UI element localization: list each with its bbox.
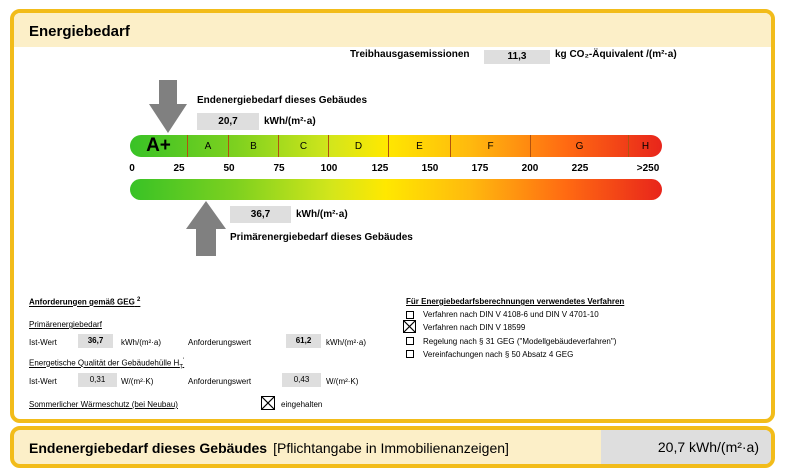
class-a-plus: A+ — [146, 135, 171, 156]
primary-requirements-title: Primärenergiebedarf — [29, 320, 102, 329]
envelope-ist-unit: W/(m²·K) — [121, 377, 154, 386]
method-label: Verfahren nach DIN V 18599 — [423, 323, 526, 332]
ghg-value: 11,3 — [484, 50, 550, 64]
end-energy-value: 20,7 — [197, 113, 259, 130]
energy-gradient-bar — [130, 179, 662, 200]
card-header — [14, 13, 771, 47]
end-energy-footer — [10, 426, 775, 468]
summer-checkbox-checked-icon[interactable] — [261, 396, 275, 410]
primary-energy-value: 36,7 — [230, 206, 291, 223]
primary-energy-unit: kWh/(m²·a) — [296, 209, 348, 220]
primary-energy-arrow-icon — [185, 201, 227, 257]
method-label: Verfahren nach DIN V 4108-6 und DIN V 4701-10 — [423, 310, 599, 319]
footer-value: 20,7 kWh/(m²·a) — [601, 430, 771, 464]
method-checkbox[interactable] — [406, 337, 414, 345]
envelope-ist-value: 0,31 — [78, 373, 117, 387]
class-e: E — [389, 135, 451, 157]
primary-energy-label: Primärenergiebedarf dieses Gebäudes — [230, 232, 413, 243]
class-a: A — [187, 135, 229, 157]
envelope-req-unit: W/(m²·K) — [326, 377, 359, 386]
primary-ist-value: 36,7 — [78, 334, 113, 348]
requirements-title: Anforderungen gemäß GEG $^2$ — [29, 297, 141, 307]
energy-class-scale — [130, 135, 662, 157]
class-g: G — [531, 135, 629, 157]
tick-label: 175 — [471, 163, 489, 174]
tick-label: 50 — [223, 163, 235, 174]
primary-req-value: 61,2 — [286, 334, 321, 348]
envelope-req-value: 0,43 — [282, 373, 321, 387]
tick-label: 25 — [173, 163, 185, 174]
ghg-label: Treibhausgasemissionen — [350, 49, 470, 60]
tick-label: 150 — [421, 163, 439, 174]
envelope-title: Energetische Qualität der Gebäudehülle $H_T'$ — [29, 358, 185, 371]
footer-title: Endenergiebedarf dieses Gebäudes [Pflichtangabe in Immobilienanzeigen] — [29, 440, 509, 456]
primary-ist-unit: kWh/(m²·a) — [121, 338, 161, 347]
tick-label: >250 — [636, 163, 660, 174]
class-d: D — [329, 135, 389, 157]
summer-protection-label: Sommerlicher Wärmeschutz (bei Neubau) — [29, 400, 178, 409]
class-b: B — [229, 135, 279, 157]
envelope-ist-label: Ist-Wert — [29, 377, 57, 386]
method-checkbox[interactable] — [406, 311, 414, 319]
summer-status: eingehalten — [281, 400, 323, 409]
tick-label: 0 — [129, 163, 135, 174]
end-energy-unit: kWh/(m²·a) — [264, 116, 316, 127]
end-energy-label: Endenergiebedarf dieses Gebäudes — [197, 95, 368, 106]
primary-ist-label: Ist-Wert — [29, 338, 57, 347]
end-energy-arrow-icon — [148, 80, 188, 134]
tick-label: 125 — [371, 163, 389, 174]
card-title: Energiebedarf — [29, 23, 130, 40]
method-checkbox[interactable] — [406, 350, 414, 358]
tick-label: 100 — [320, 163, 338, 174]
method-checkbox-checked-icon[interactable] — [403, 320, 416, 333]
primary-req-label: Anforderungswert — [188, 338, 252, 347]
footer-note: [Pflichtangabe in Immobilienanzeigen] — [273, 440, 509, 456]
ghg-unit: kg CO₂-Äquivalent /(m²·a) — [555, 49, 677, 60]
method-label: Regelung nach § 31 GEG ("Modellgebäudeverfahren") — [423, 337, 617, 346]
envelope-req-label: Anforderungswert — [188, 377, 252, 386]
tick-label: 200 — [521, 163, 539, 174]
tick-label: 225 — [571, 163, 589, 174]
primary-req-unit: kWh/(m²·a) — [326, 338, 366, 347]
method-label: Vereinfachungen nach § 50 Absatz 4 GEG — [423, 350, 574, 359]
methods-title: Für Energiebedarfsberechnungen verwendetes Verfahren — [406, 297, 625, 306]
class-h: H — [641, 140, 650, 152]
class-f: F — [451, 135, 531, 157]
tick-label: 75 — [273, 163, 285, 174]
class-c: C — [279, 135, 329, 157]
